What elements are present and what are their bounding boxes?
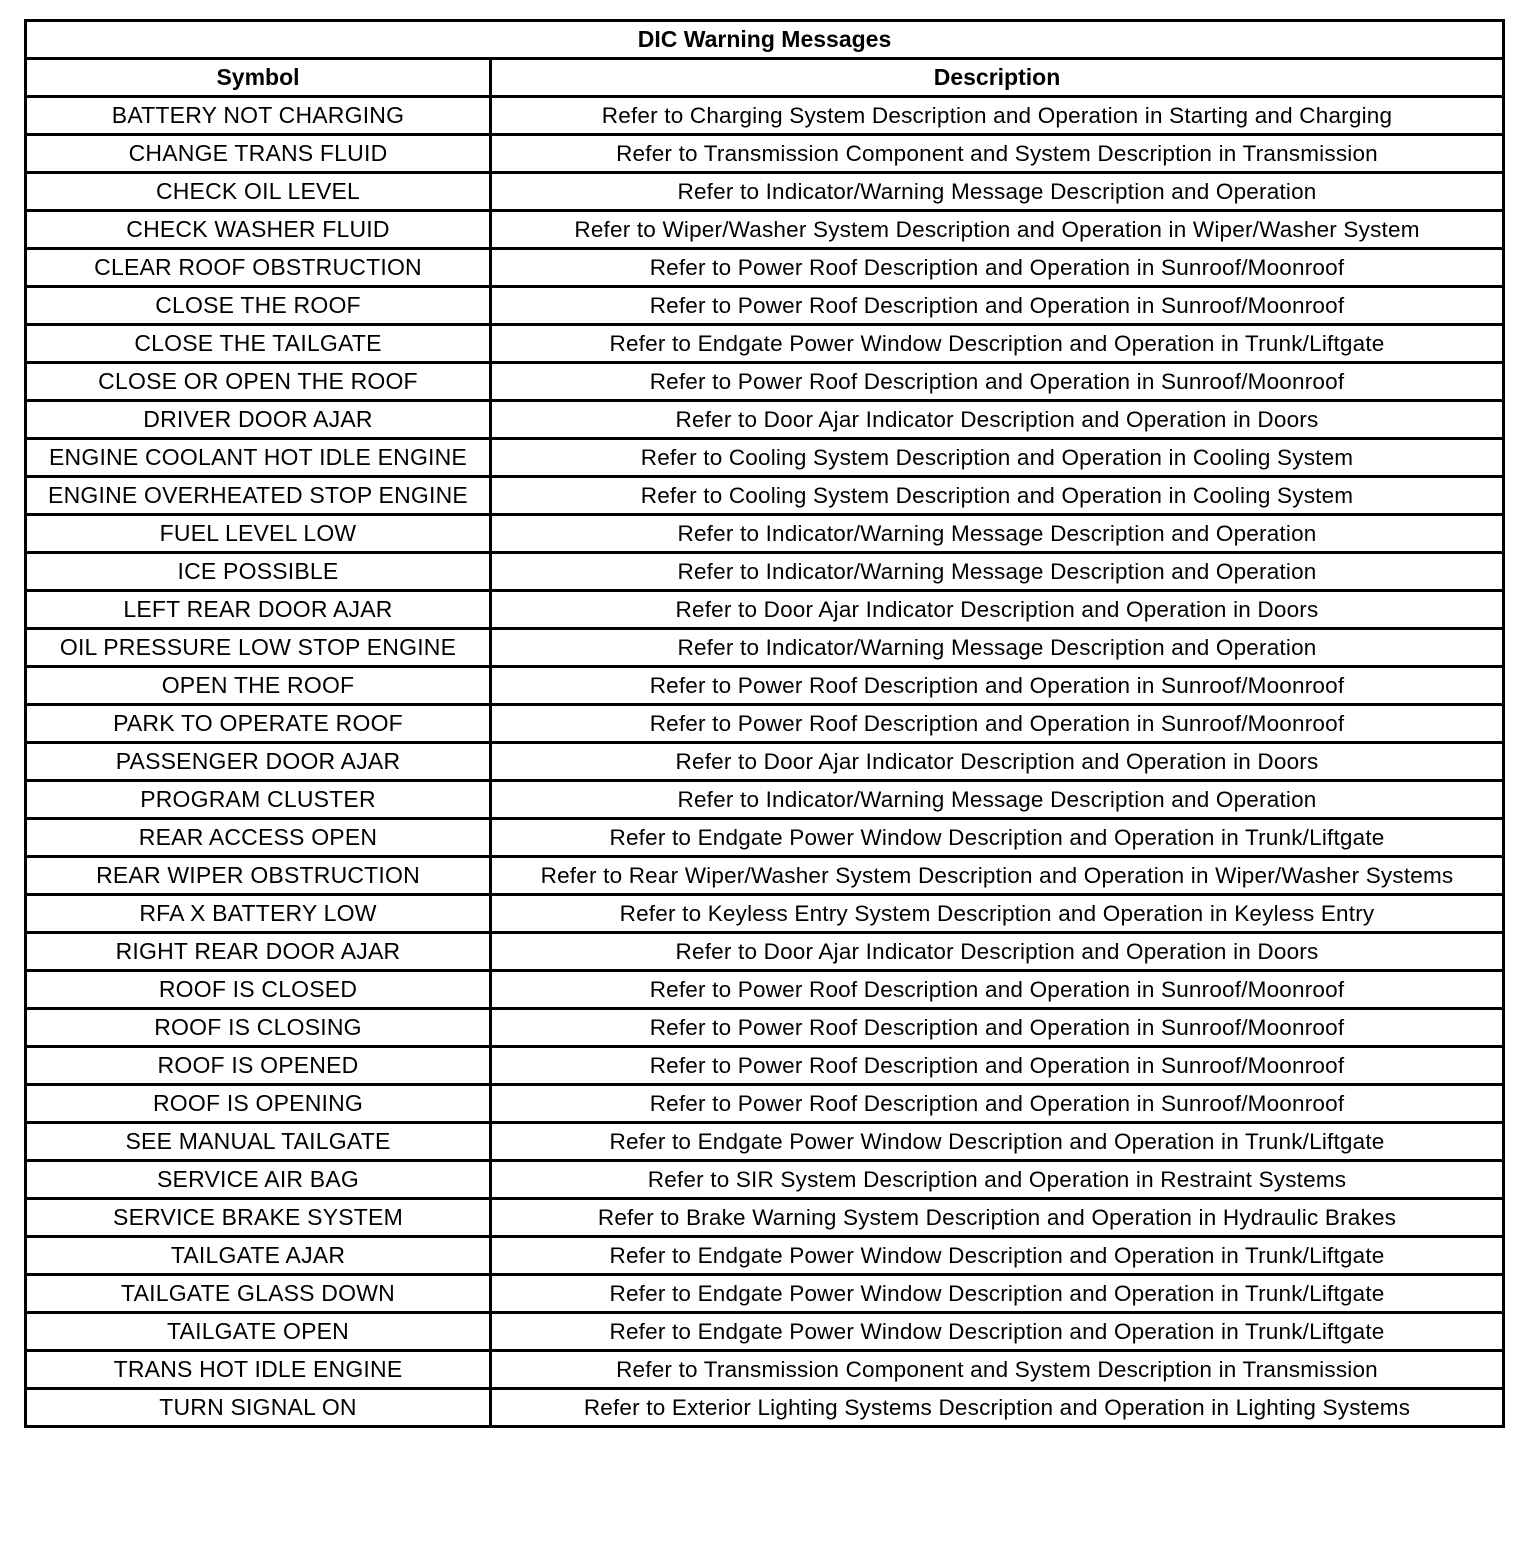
symbol-cell: ROOF IS OPENED	[26, 1047, 491, 1085]
description-cell: Refer to Exterior Lighting Systems Description and Operation in Lighting Systems	[491, 1389, 1504, 1427]
table-body	[26, 97, 1504, 1427]
symbol-cell: OIL PRESSURE LOW STOP ENGINE	[26, 629, 491, 667]
table-row	[26, 439, 1504, 477]
symbol-cell: TAILGATE GLASS DOWN	[26, 1275, 491, 1313]
description-cell: Refer to Cooling System Description and Operation in Cooling System	[491, 477, 1504, 515]
description-cell: Refer to Cooling System Description and Operation in Cooling System	[491, 439, 1504, 477]
description-cell: Refer to Door Ajar Indicator Description and Operation in Doors	[491, 933, 1504, 971]
symbol-cell: ROOF IS CLOSED	[26, 971, 491, 1009]
description-cell: Refer to Endgate Power Window Description and Operation in Trunk/Liftgate	[491, 1123, 1504, 1161]
table-row	[26, 97, 1504, 135]
table-row	[26, 1047, 1504, 1085]
table-row	[26, 477, 1504, 515]
description-cell: Refer to Keyless Entry System Description and Operation in Keyless Entry	[491, 895, 1504, 933]
table-row	[26, 781, 1504, 819]
symbol-cell: CLOSE THE TAILGATE	[26, 325, 491, 363]
table-header-row	[26, 59, 1504, 97]
description-cell: Refer to Power Roof Description and Operation in Sunroof/Moonroof	[491, 363, 1504, 401]
table-row	[26, 743, 1504, 781]
table-row	[26, 287, 1504, 325]
description-cell: Refer to Endgate Power Window Description and Operation in Trunk/Liftgate	[491, 1275, 1504, 1313]
table-row	[26, 135, 1504, 173]
symbol-cell: OPEN THE ROOF	[26, 667, 491, 705]
table-row	[26, 173, 1504, 211]
symbol-cell: PASSENGER DOOR AJAR	[26, 743, 491, 781]
table-row	[26, 401, 1504, 439]
symbol-cell: SERVICE AIR BAG	[26, 1161, 491, 1199]
symbol-cell: TAILGATE AJAR	[26, 1237, 491, 1275]
symbol-cell: CHECK WASHER FLUID	[26, 211, 491, 249]
table-row	[26, 1313, 1504, 1351]
description-cell: Refer to Power Roof Description and Operation in Sunroof/Moonroof	[491, 1085, 1504, 1123]
description-cell: Refer to Wiper/Washer System Description and Operation in Wiper/Washer System	[491, 211, 1504, 249]
symbol-cell: BATTERY NOT CHARGING	[26, 97, 491, 135]
description-cell: Refer to Door Ajar Indicator Description and Operation in Doors	[491, 591, 1504, 629]
symbol-cell: PARK TO OPERATE ROOF	[26, 705, 491, 743]
symbol-cell: RIGHT REAR DOOR AJAR	[26, 933, 491, 971]
description-cell: Refer to Power Roof Description and Operation in Sunroof/Moonroof	[491, 287, 1504, 325]
symbol-cell: CHECK OIL LEVEL	[26, 173, 491, 211]
symbol-cell: LEFT REAR DOOR AJAR	[26, 591, 491, 629]
table-row	[26, 1389, 1504, 1427]
symbol-cell: CLOSE OR OPEN THE ROOF	[26, 363, 491, 401]
description-cell: Refer to Endgate Power Window Description and Operation in Trunk/Liftgate	[491, 1237, 1504, 1275]
table-title: DIC Warning Messages	[26, 21, 1504, 59]
symbol-cell: SEE MANUAL TAILGATE	[26, 1123, 491, 1161]
table-row	[26, 553, 1504, 591]
description-cell: Refer to Rear Wiper/Washer System Description and Operation in Wiper/Washer Systems	[491, 857, 1504, 895]
symbol-cell: TURN SIGNAL ON	[26, 1389, 491, 1427]
table-row	[26, 1351, 1504, 1389]
description-cell: Refer to Indicator/Warning Message Description and Operation	[491, 173, 1504, 211]
table-row	[26, 1199, 1504, 1237]
symbol-cell: ROOF IS OPENING	[26, 1085, 491, 1123]
table-row	[26, 895, 1504, 933]
table-row	[26, 1161, 1504, 1199]
table-row	[26, 515, 1504, 553]
symbol-cell: CLOSE THE ROOF	[26, 287, 491, 325]
symbol-cell: ENGINE OVERHEATED STOP ENGINE	[26, 477, 491, 515]
description-cell: Refer to Power Roof Description and Operation in Sunroof/Moonroof	[491, 971, 1504, 1009]
table-row	[26, 857, 1504, 895]
symbol-cell: FUEL LEVEL LOW	[26, 515, 491, 553]
symbol-cell: CLEAR ROOF OBSTRUCTION	[26, 249, 491, 287]
table-row	[26, 1009, 1504, 1047]
description-cell: Refer to Indicator/Warning Message Description and Operation	[491, 629, 1504, 667]
table-row	[26, 1123, 1504, 1161]
symbol-cell: TRANS HOT IDLE ENGINE	[26, 1351, 491, 1389]
description-cell: Refer to Power Roof Description and Operation in Sunroof/Moonroof	[491, 667, 1504, 705]
symbol-cell: TAILGATE OPEN	[26, 1313, 491, 1351]
table-row	[26, 1085, 1504, 1123]
table-title-row	[26, 21, 1504, 59]
description-cell: Refer to Endgate Power Window Description and Operation in Trunk/Liftgate	[491, 1313, 1504, 1351]
table-row	[26, 705, 1504, 743]
description-cell: Refer to Brake Warning System Description and Operation in Hydraulic Brakes	[491, 1199, 1504, 1237]
description-cell: Refer to Transmission Component and System Description in Transmission	[491, 135, 1504, 173]
table-row	[26, 1275, 1504, 1313]
description-cell: Refer to Power Roof Description and Operation in Sunroof/Moonroof	[491, 1009, 1504, 1047]
description-cell: Refer to Door Ajar Indicator Description and Operation in Doors	[491, 743, 1504, 781]
description-cell: Refer to Charging System Description and Operation in Starting and Charging	[491, 97, 1504, 135]
table-row	[26, 211, 1504, 249]
table-row	[26, 667, 1504, 705]
header-symbol: Symbol	[26, 59, 491, 97]
description-cell: Refer to Power Roof Description and Operation in Sunroof/Moonroof	[491, 1047, 1504, 1085]
description-cell: Refer to Power Roof Description and Operation in Sunroof/Moonroof	[491, 249, 1504, 287]
description-cell: Refer to Indicator/Warning Message Description and Operation	[491, 553, 1504, 591]
symbol-cell: REAR ACCESS OPEN	[26, 819, 491, 857]
table-row	[26, 325, 1504, 363]
table-row	[26, 933, 1504, 971]
symbol-cell: ICE POSSIBLE	[26, 553, 491, 591]
symbol-cell: RFA X BATTERY LOW	[26, 895, 491, 933]
table-row	[26, 819, 1504, 857]
dic-warning-messages-sheet	[24, 19, 1505, 1428]
symbol-cell: ENGINE COOLANT HOT IDLE ENGINE	[26, 439, 491, 477]
description-cell: Refer to Power Roof Description and Operation in Sunroof/Moonroof	[491, 705, 1504, 743]
table-row	[26, 363, 1504, 401]
description-cell: Refer to Transmission Component and System Description in Transmission	[491, 1351, 1504, 1389]
symbol-cell: PROGRAM CLUSTER	[26, 781, 491, 819]
table-row	[26, 971, 1504, 1009]
symbol-cell: DRIVER DOOR AJAR	[26, 401, 491, 439]
description-cell: Refer to SIR System Description and Operation in Restraint Systems	[491, 1161, 1504, 1199]
description-cell: Refer to Door Ajar Indicator Description and Operation in Doors	[491, 401, 1504, 439]
dic-warning-messages-table	[24, 19, 1505, 1428]
description-cell: Refer to Indicator/Warning Message Description and Operation	[491, 781, 1504, 819]
description-cell: Refer to Indicator/Warning Message Description and Operation	[491, 515, 1504, 553]
symbol-cell: REAR WIPER OBSTRUCTION	[26, 857, 491, 895]
table-row	[26, 1237, 1504, 1275]
description-cell: Refer to Endgate Power Window Description and Operation in Trunk/Liftgate	[491, 325, 1504, 363]
symbol-cell: CHANGE TRANS FLUID	[26, 135, 491, 173]
table-row	[26, 591, 1504, 629]
table-row	[26, 629, 1504, 667]
symbol-cell: ROOF IS CLOSING	[26, 1009, 491, 1047]
header-description: Description	[491, 59, 1504, 97]
table-row	[26, 249, 1504, 287]
symbol-cell: SERVICE BRAKE SYSTEM	[26, 1199, 491, 1237]
description-cell: Refer to Endgate Power Window Description and Operation in Trunk/Liftgate	[491, 819, 1504, 857]
